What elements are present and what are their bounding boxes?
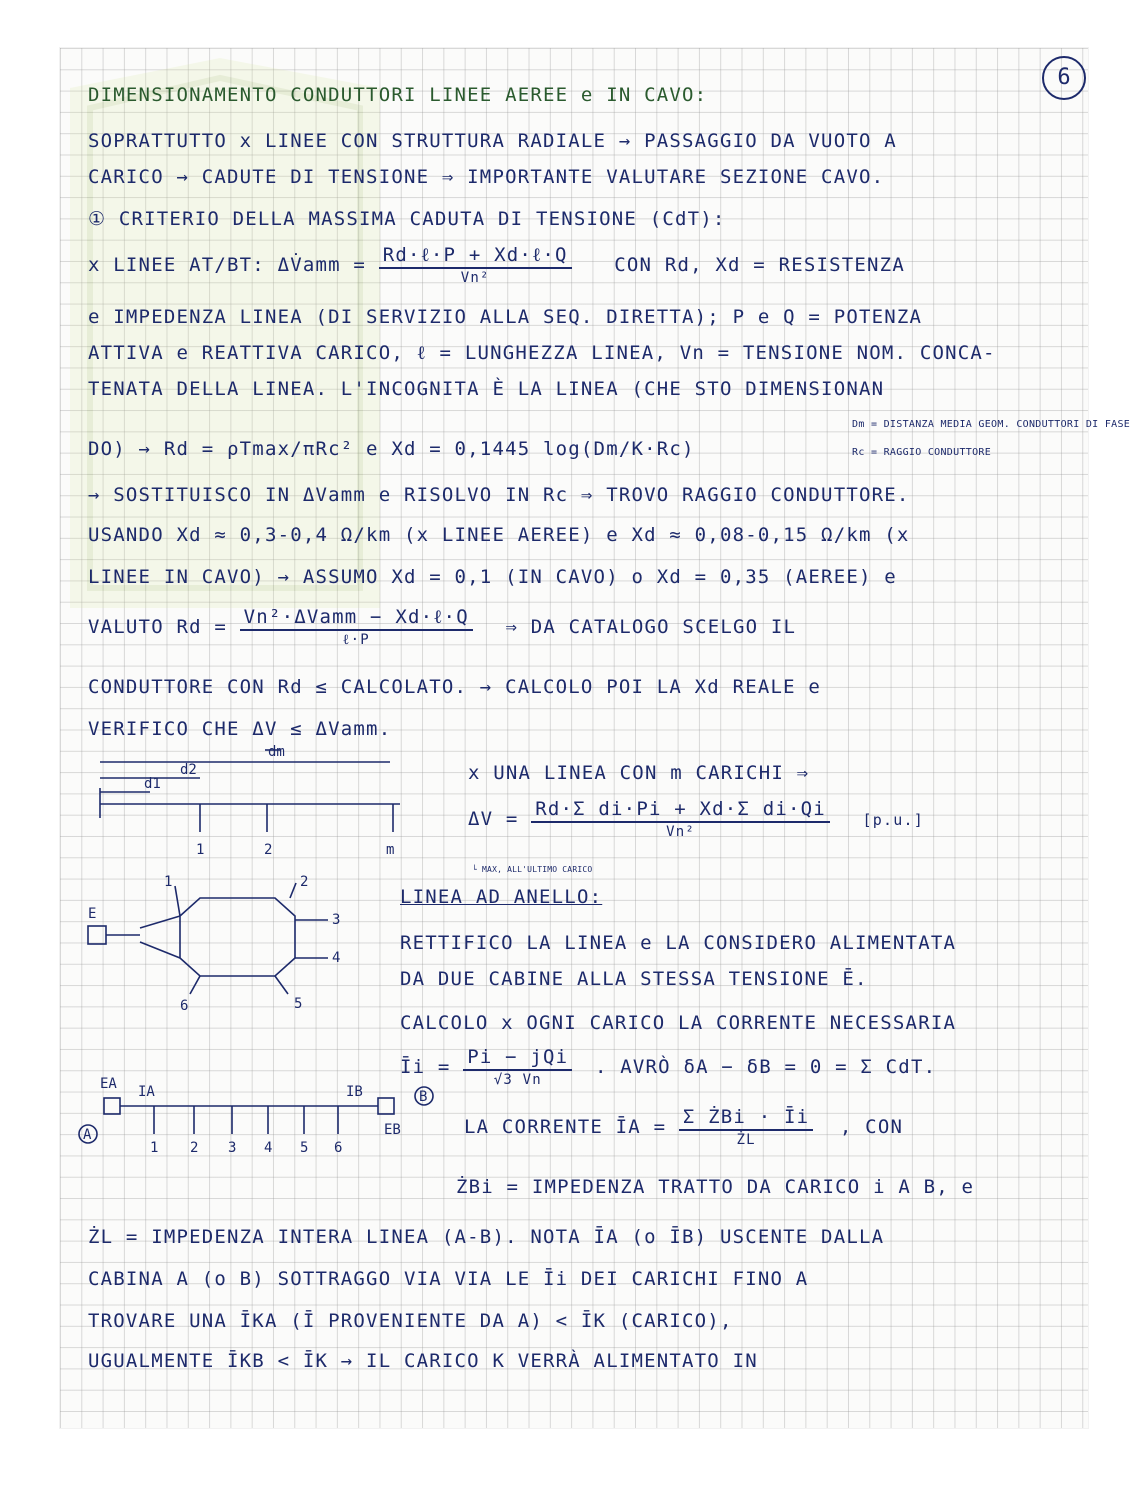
fraction-denominator: ŻL	[736, 1132, 756, 1148]
formula-label: ΔV =	[468, 808, 519, 830]
text-line: USANDO Xd ≈ 0,3-0,4 Ω/km (x LINEE AEREE) e Xd ≈ 0,08-0,15 Ω/km (x	[88, 524, 910, 546]
current-label: IB	[346, 1084, 363, 1100]
text-line: ATTIVA e REATTIVA CARICO, ℓ = LUNGHEZZA LINEA, Vn = TENSIONE NOM. CONCA-	[88, 342, 996, 364]
load-label: 3	[332, 912, 341, 928]
formula-label: x LINEE AT/BT: ΔV̇amm =	[88, 254, 367, 276]
text-line: ŻL = IMPEDENZA INTERA LINEA (A-B). NOTA ĪA (o ĪB) USCENTE DALLA	[88, 1226, 885, 1248]
subsection-heading: LINEA AD ANELLO:	[400, 886, 603, 908]
text-line: CALCOLO x OGNI CARICO LA CORRENTE NECESSARIA	[400, 1012, 957, 1034]
source-label: EB	[384, 1122, 401, 1138]
formula-text: ⇒ DA CATALOGO SCELGO IL	[505, 616, 797, 638]
node-label: B	[419, 1089, 428, 1105]
load-label: 1	[150, 1140, 159, 1156]
node-label: A	[83, 1127, 92, 1143]
side-note: Rc = RAGGIO CONDUTTORE	[852, 447, 992, 458]
formula-line: DO) → Rd = ρTmax/πRc² e Xd = 0,1445 log(Dm/K·Rc)	[88, 438, 695, 460]
text-line: UGUALMENTE ĪKB < ĪK → IL CARICO K VERRÀ ALIMENTATO IN	[88, 1350, 758, 1372]
load-label: 5	[300, 1140, 309, 1156]
criterion-heading: ① CRITERIO DELLA MASSIMA CADUTA DI TENSIONE (CdT):	[88, 208, 726, 230]
source-label: EA	[100, 1076, 117, 1092]
load-label: 2	[190, 1140, 199, 1156]
distance-label-d2: d2	[180, 762, 197, 778]
load-label: 6	[334, 1140, 343, 1156]
text-line: TROVARE UNA ĪKA (Ī PROVENIENTE DA A) < ĪK (CARICO),	[88, 1310, 733, 1332]
load-label: 1	[196, 842, 205, 858]
formula-text: CON Rd, Xd = RESISTENZA	[614, 254, 905, 276]
fraction-denominator: ℓ·P	[342, 632, 370, 648]
load-label: 2	[264, 842, 273, 858]
page-number: 6	[1042, 56, 1086, 100]
text-line: DA DUE CABINE ALLA STESSA TENSIONE Ē.	[400, 968, 868, 990]
text-line: VERIFICO CHE ΔV ≤ ΔVamm.	[88, 718, 392, 740]
fraction-numerator: Rd·ℓ·P + Xd·ℓ·Q	[379, 246, 572, 269]
formula-label: Īi =	[400, 1056, 451, 1078]
ring-network-diagram	[88, 883, 328, 994]
distance-label-dm: dm	[268, 744, 285, 760]
double-fed-line-diagram	[79, 1087, 433, 1143]
fraction-numerator: Σ ŻBi · Īi	[679, 1108, 813, 1131]
fraction-denominator: Vn²	[460, 270, 490, 286]
distance-label-d1: d1	[144, 776, 161, 792]
formula-label: LA CORRENTE ĪA =	[464, 1116, 667, 1138]
text-line: ŻBi = IMPEDENZA TRATTO DA CARICO i A B, e	[456, 1176, 975, 1198]
unit-label: [p.u.]	[862, 811, 924, 829]
text-line: RETTIFICO LA LINEA e LA CONSIDERO ALIMENTATA	[400, 932, 957, 954]
text-line: e IMPEDENZA LINEA (DI SERVIZIO ALLA SEQ. DIRETTA); P e Q = POTENZA	[88, 306, 923, 328]
fraction-numerator: Pi − jQi	[463, 1048, 572, 1071]
text-line: LINEE IN CAVO) → ASSUMO Xd = 0,1 (IN CAVO) o Xd = 0,35 (AEREE) e	[88, 566, 897, 588]
source-label: E	[88, 906, 97, 922]
fraction-denominator: Vn²	[666, 824, 695, 840]
load-label: 5	[294, 996, 303, 1012]
load-label: 3	[228, 1140, 237, 1156]
text-line: x UNA LINEA CON m CARICHI ⇒	[468, 762, 810, 784]
notebook-page	[60, 48, 1131, 1428]
fraction-denominator: √3 Vn	[493, 1072, 542, 1088]
side-note: Dm = DISTANZA MEDIA GEOM. CONDUTTORI DI FASE	[852, 419, 1131, 430]
formula-text: , CON	[839, 1116, 904, 1138]
text-line: CONDUTTORE CON Rd ≤ CALCOLATO. → CALCOLO POI LA Xd REALE e	[88, 676, 822, 698]
load-label: 4	[332, 950, 341, 966]
text-line: CARICO → CADUTE DI TENSIONE ⇒ IMPORTANTE VALUTARE SEZIONE CAVO.	[88, 166, 885, 188]
section-title: DIMENSIONAMENTO CONDUTTORI LINEE AEREE e IN CAVO:	[88, 84, 708, 106]
text-line: CABINA A (o B) SOTTRAGGO VIA VIA LE Īi DEI CARICHI FINO A	[88, 1268, 809, 1290]
formula-label: VALUTO Rd =	[88, 616, 228, 638]
current-label: IA	[138, 1084, 155, 1100]
fraction-numerator: Vn²·ΔVamm − Xd·ℓ·Q	[240, 608, 473, 631]
load-label: 1	[164, 874, 173, 890]
load-label: 6	[180, 998, 189, 1014]
radial-line-diagram	[60, 48, 1088, 1428]
load-label: 2	[300, 874, 309, 890]
load-label: 4	[264, 1140, 273, 1156]
text-line: → SOSTITUISCO IN ΔVamm e RISOLVO IN Rc ⇒ TROVO RAGGIO CONDUTTORE.	[88, 484, 910, 506]
fraction-numerator: Rd·Σ di·Pi + Xd·Σ di·Qi	[531, 800, 830, 823]
text-line: TENATA DELLA LINEA. L'INCOGNITA È LA LINEA (CHE STO DIMENSIONAN	[88, 378, 885, 400]
text-line: SOPRATTUTTO x LINEE CON STRUTTURA RADIALE → PASSAGGIO DA VUOTO A	[88, 130, 897, 152]
side-note: └ MAX, ALL'ULTIMO CARICO	[472, 865, 593, 874]
formula-text: . AVRÒ δA − δB = 0 = Σ CdT.	[594, 1056, 937, 1078]
load-label: m	[386, 842, 395, 858]
